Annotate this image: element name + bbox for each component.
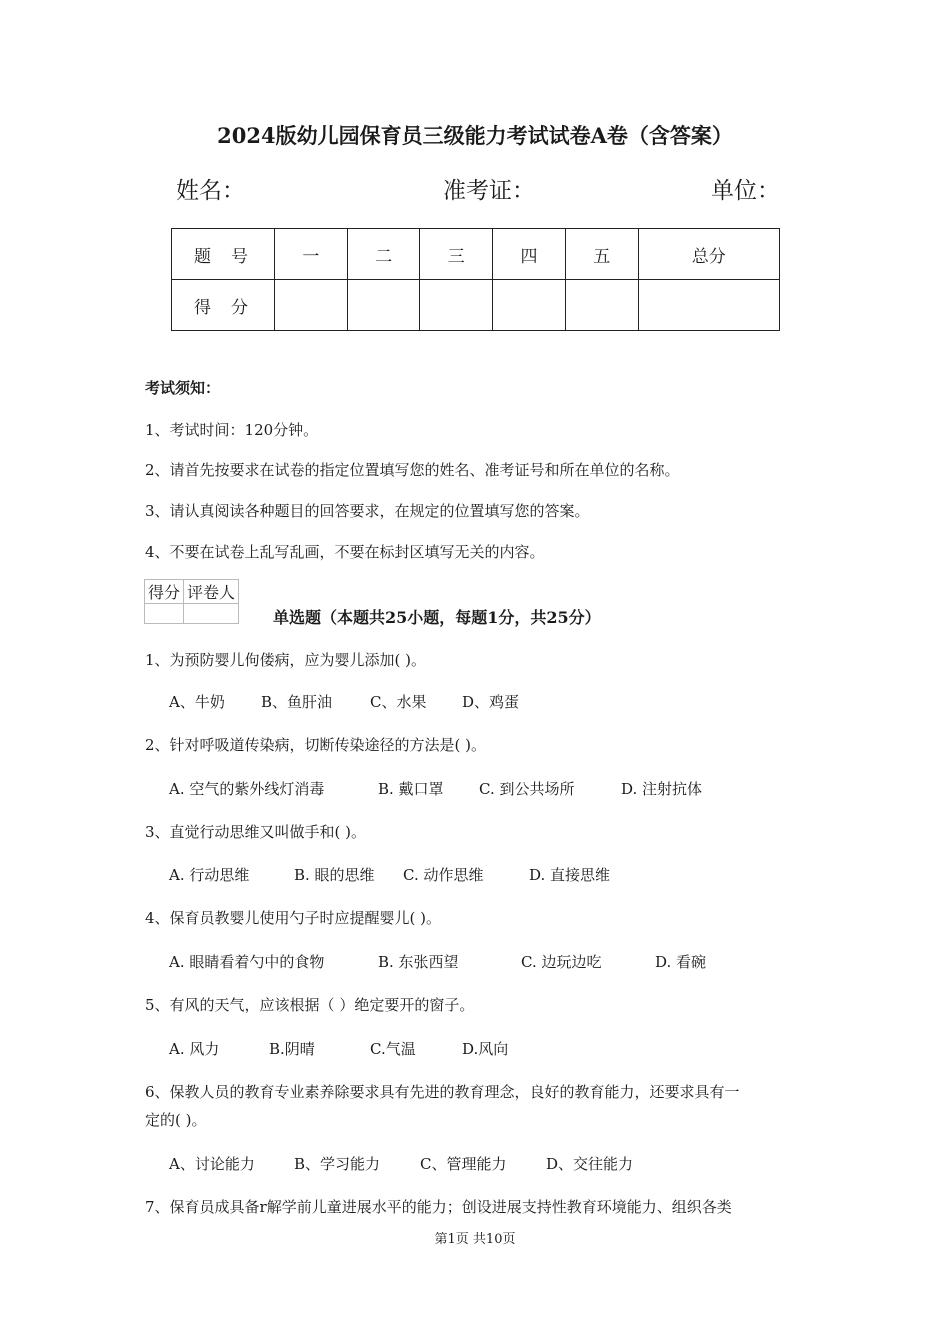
score-table — [171, 228, 780, 331]
grader-reviewer-cell — [184, 604, 239, 624]
question-3: 3、直觉行动思维又叫做手和( )。 — [145, 823, 367, 841]
score-cell-4 — [493, 280, 566, 331]
grader-score-cell — [145, 604, 184, 624]
question-6-option-d: D、交往能力 — [546, 1155, 634, 1173]
name-label: 姓名： — [176, 178, 245, 204]
question-1-option-a: A、牛奶 — [169, 693, 225, 711]
note-item: 2、请首先按要求在试卷的指定位置填写您的姓名、准考证号和所在单位的名称。 — [145, 461, 680, 479]
score-table-header-row — [172, 229, 780, 280]
question-number-label: 题号 — [172, 229, 275, 280]
column-4: 四 — [493, 229, 566, 280]
column-3: 三 — [420, 229, 493, 280]
question-6-option-c: C、管理能力 — [420, 1155, 507, 1173]
score-label: 得分 — [172, 280, 275, 331]
unit-label: 单位： — [711, 178, 780, 204]
score-cell-total — [638, 280, 779, 331]
question-1-option-b: B、鱼肝油 — [261, 693, 333, 711]
question-5-option-c: C.气温 — [370, 1040, 416, 1058]
question-4-option-c: C. 边玩边吃 — [521, 953, 602, 971]
score-cell-2 — [347, 280, 420, 331]
grader-reviewer-label: 评卷人 — [184, 580, 239, 604]
exam-id-label: 准考证： — [443, 178, 535, 204]
grader-score-label: 得分 — [145, 580, 184, 604]
question-4: 4、保育员教婴儿使用勺子时应提醒婴儿( )。 — [145, 909, 442, 927]
question-6-option-a: A、讨论能力 — [169, 1155, 255, 1173]
question-4-option-a: A. 眼睛看着勺中的食物 — [169, 953, 325, 971]
question-1-option-c: C、水果 — [370, 693, 427, 711]
question-5-option-b: B.阴晴 — [269, 1040, 315, 1058]
question-5: 5、有风的天气，应该根据（ ）绝定要开的窗子。 — [145, 996, 475, 1014]
score-cell-1 — [275, 280, 348, 331]
column-1: 一 — [275, 229, 348, 280]
score-cell-3 — [420, 280, 493, 331]
question-2-option-a: A. 空气的紫外线灯消毒 — [169, 780, 325, 798]
question-3-option-d: D. 直接思维 — [529, 866, 611, 884]
score-cell-5 — [565, 280, 638, 331]
question-6: 6、保教人员的教育专业素养除要求具有先进的教育理念，良好的教育能力，还要求具有一 — [145, 1083, 740, 1101]
question-6-continued: 定的( )。 — [145, 1111, 207, 1129]
question-6-option-b: B、学习能力 — [294, 1155, 381, 1173]
question-4-option-b: B. 东张西望 — [378, 953, 459, 971]
column-total: 总分 — [638, 229, 779, 280]
question-1-option-d: D、鸡蛋 — [462, 693, 520, 711]
notes-title: 考试须知： — [145, 379, 221, 397]
column-5: 五 — [565, 229, 638, 280]
question-1: 1、为预防婴儿佝偻病，应为婴儿添加( )。 — [145, 651, 427, 669]
question-2-option-c: C. 到公共场所 — [479, 780, 575, 798]
question-5-option-a: A. 风力 — [169, 1040, 220, 1058]
question-5-option-d: D.风向 — [462, 1040, 509, 1058]
page-footer: 第1页 共10页 — [434, 1232, 516, 1247]
section-title: 单选题（本题共25小题，每题1分，共25分） — [273, 608, 601, 627]
question-2-option-d: D. 注射抗体 — [621, 780, 703, 798]
note-item: 4、不要在试卷上乱写乱画，不要在标封区填写无关的内容。 — [145, 543, 545, 561]
question-3-option-a: A. 行动思维 — [169, 866, 250, 884]
score-table-score-row — [172, 280, 780, 331]
question-3-option-c: C. 动作思维 — [403, 866, 484, 884]
question-7: 7、保育员成具备r解学前儿童进展水平的能力；创设进展支持性教育环境能力、组织各类 — [145, 1198, 732, 1216]
column-2: 二 — [347, 229, 420, 280]
question-3-option-b: B. 眼的思维 — [294, 866, 375, 884]
note-item: 3、请认真阅读各种题目的回答要求，在规定的位置填写您的答案。 — [145, 502, 590, 520]
question-2-option-b: B. 戴口罩 — [378, 780, 444, 798]
grader-box — [144, 579, 239, 624]
question-4-option-d: D. 看碗 — [655, 953, 707, 971]
page-title: 2024版幼儿园保育员三级能力考试试卷A卷（含答案） — [217, 123, 733, 148]
note-item: 1、考试时间：120分钟。 — [145, 421, 319, 439]
question-2: 2、针对呼吸道传染病，切断传染途径的方法是( )。 — [145, 736, 487, 754]
